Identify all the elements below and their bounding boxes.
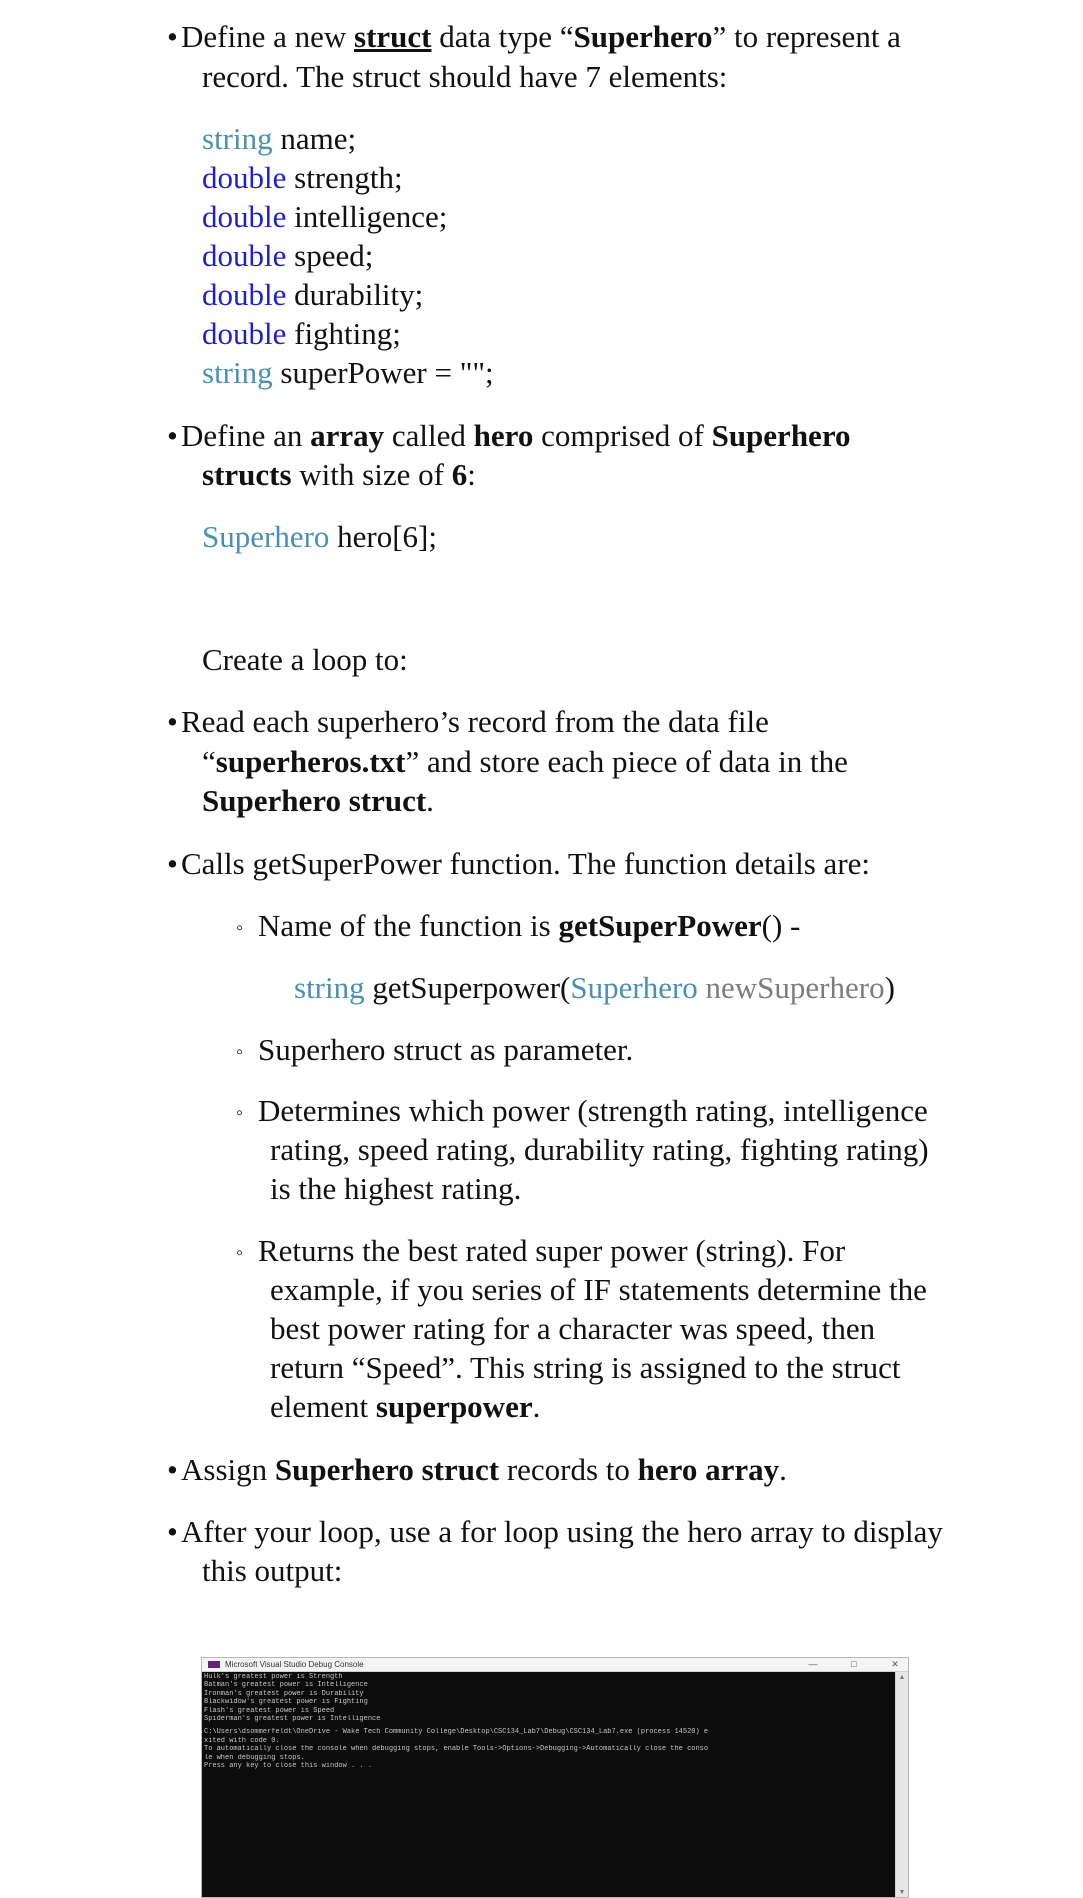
array-definition-line1: Define an array called hero comprised of Superhero [181, 418, 851, 453]
determines-line3: is the highest rating. [270, 1171, 522, 1206]
struct-member: double durability; [202, 277, 424, 312]
struct-member: double strength; [202, 160, 403, 195]
array-declaration-code: Superhero hero[6]; [202, 519, 437, 554]
sub-bullet-icon: ◦ [236, 917, 244, 939]
console-line: Flash's greatest power is Speed [204, 1706, 335, 1715]
struct-definition-line1: Define a new struct data type “Superhero” to represent a [181, 19, 901, 54]
console-line: Batman's greatest power is Intelligence [204, 1681, 368, 1690]
function-signature-code: string getSuperpower(Superhero newSuperhero) [294, 970, 895, 1005]
after-loop-line1: After your loop, use a for loop using the hero array to display [181, 1514, 943, 1549]
bullet-icon: • [167, 704, 178, 739]
scroll-up-icon[interactable]: ▲ [898, 1673, 906, 1681]
maximize-icon[interactable]: □ [851, 1659, 857, 1669]
assign-line: Assign Superhero struct records to hero array. [181, 1452, 787, 1487]
console-line: Press any key to close this window . . . [204, 1762, 373, 1771]
determines-line2: rating, speed rating, durability rating, fighting rating) [270, 1132, 929, 1167]
visual-studio-icon [208, 1661, 220, 1668]
calls-function-line: Calls getSuperPower function. The function details are: [181, 846, 871, 881]
bullet-icon: • [167, 418, 178, 453]
struct-definition-line2: record. The struct should have 7 elements: [202, 59, 728, 94]
console-line: Ironman's greatest power is Durability [204, 1689, 364, 1698]
scroll-down-icon[interactable]: ▼ [898, 1888, 906, 1896]
close-icon[interactable]: ✕ [891, 1659, 899, 1669]
struct-member: string superPower = ""; [202, 355, 494, 390]
console-output [202, 1672, 896, 1897]
loop-heading: Create a loop to: [202, 642, 408, 677]
returns-line5: element superpower. [270, 1389, 541, 1424]
minimize-icon[interactable]: — [808, 1659, 818, 1669]
console-scrollbar[interactable] [895, 1672, 908, 1897]
returns-line3: best power rating for a character was speed, then [270, 1311, 876, 1346]
sub-bullet-icon: ◦ [236, 1102, 244, 1124]
read-record-line3: Superhero struct. [202, 783, 434, 818]
debug-console-window [201, 1657, 909, 1898]
sub-bullet-icon: ◦ [236, 1242, 244, 1264]
console-line: Blackwidow's greatest power is Fighting [204, 1698, 368, 1707]
bullet-icon: • [167, 1514, 178, 1549]
console-title: Microsoft Visual Studio Debug Console [225, 1660, 364, 1669]
console-line: C:\Users\dsommerfeldt\OneDrive - Wake Tech Community College\Desktop\CSC134_Lab7\Debug\CSC134_Lab7.exe (process 14520) e [204, 1728, 709, 1737]
read-record-line2: “superheros.txt” and store each piece of data in the [202, 744, 848, 779]
console-line: To automatically close the console when debugging stops, enable Tools->Options->Debugging->Automatically close the conso [204, 1745, 709, 1754]
parameter-line: Superhero struct as parameter. [258, 1032, 634, 1067]
struct-member: double intelligence; [202, 199, 448, 234]
sub-bullet-icon: ◦ [236, 1041, 244, 1063]
after-loop-line2: this output: [202, 1553, 343, 1588]
console-line: Hulk's greatest power is Strength [204, 1673, 343, 1681]
returns-line2: example, if you series of IF statements determine the [270, 1272, 927, 1307]
array-definition-line2: structs with size of 6: [202, 457, 476, 492]
bullet-icon: • [167, 846, 178, 881]
struct-member: string name; [202, 121, 357, 156]
console-line: xited with code 0. [204, 1736, 280, 1745]
struct-member: double fighting; [202, 316, 401, 351]
returns-line4: return “Speed”. This string is assigned to the struct [270, 1350, 901, 1385]
function-name-line: Name of the function is getSuperPower() - [258, 908, 801, 943]
console-line: le when debugging stops. [204, 1753, 305, 1762]
read-record-line1: Read each superhero’s record from the data file [181, 704, 769, 739]
determines-line1: Determines which power (strength rating, intelligence [258, 1093, 928, 1128]
struct-member: double speed; [202, 238, 374, 273]
returns-line1: Returns the best rated super power (string). For [258, 1233, 846, 1268]
console-titlebar [202, 1658, 908, 1672]
console-line: Spiderman's greatest power is Intelligence [204, 1715, 381, 1724]
bullet-icon: • [167, 19, 178, 54]
bullet-icon: • [167, 1452, 178, 1487]
